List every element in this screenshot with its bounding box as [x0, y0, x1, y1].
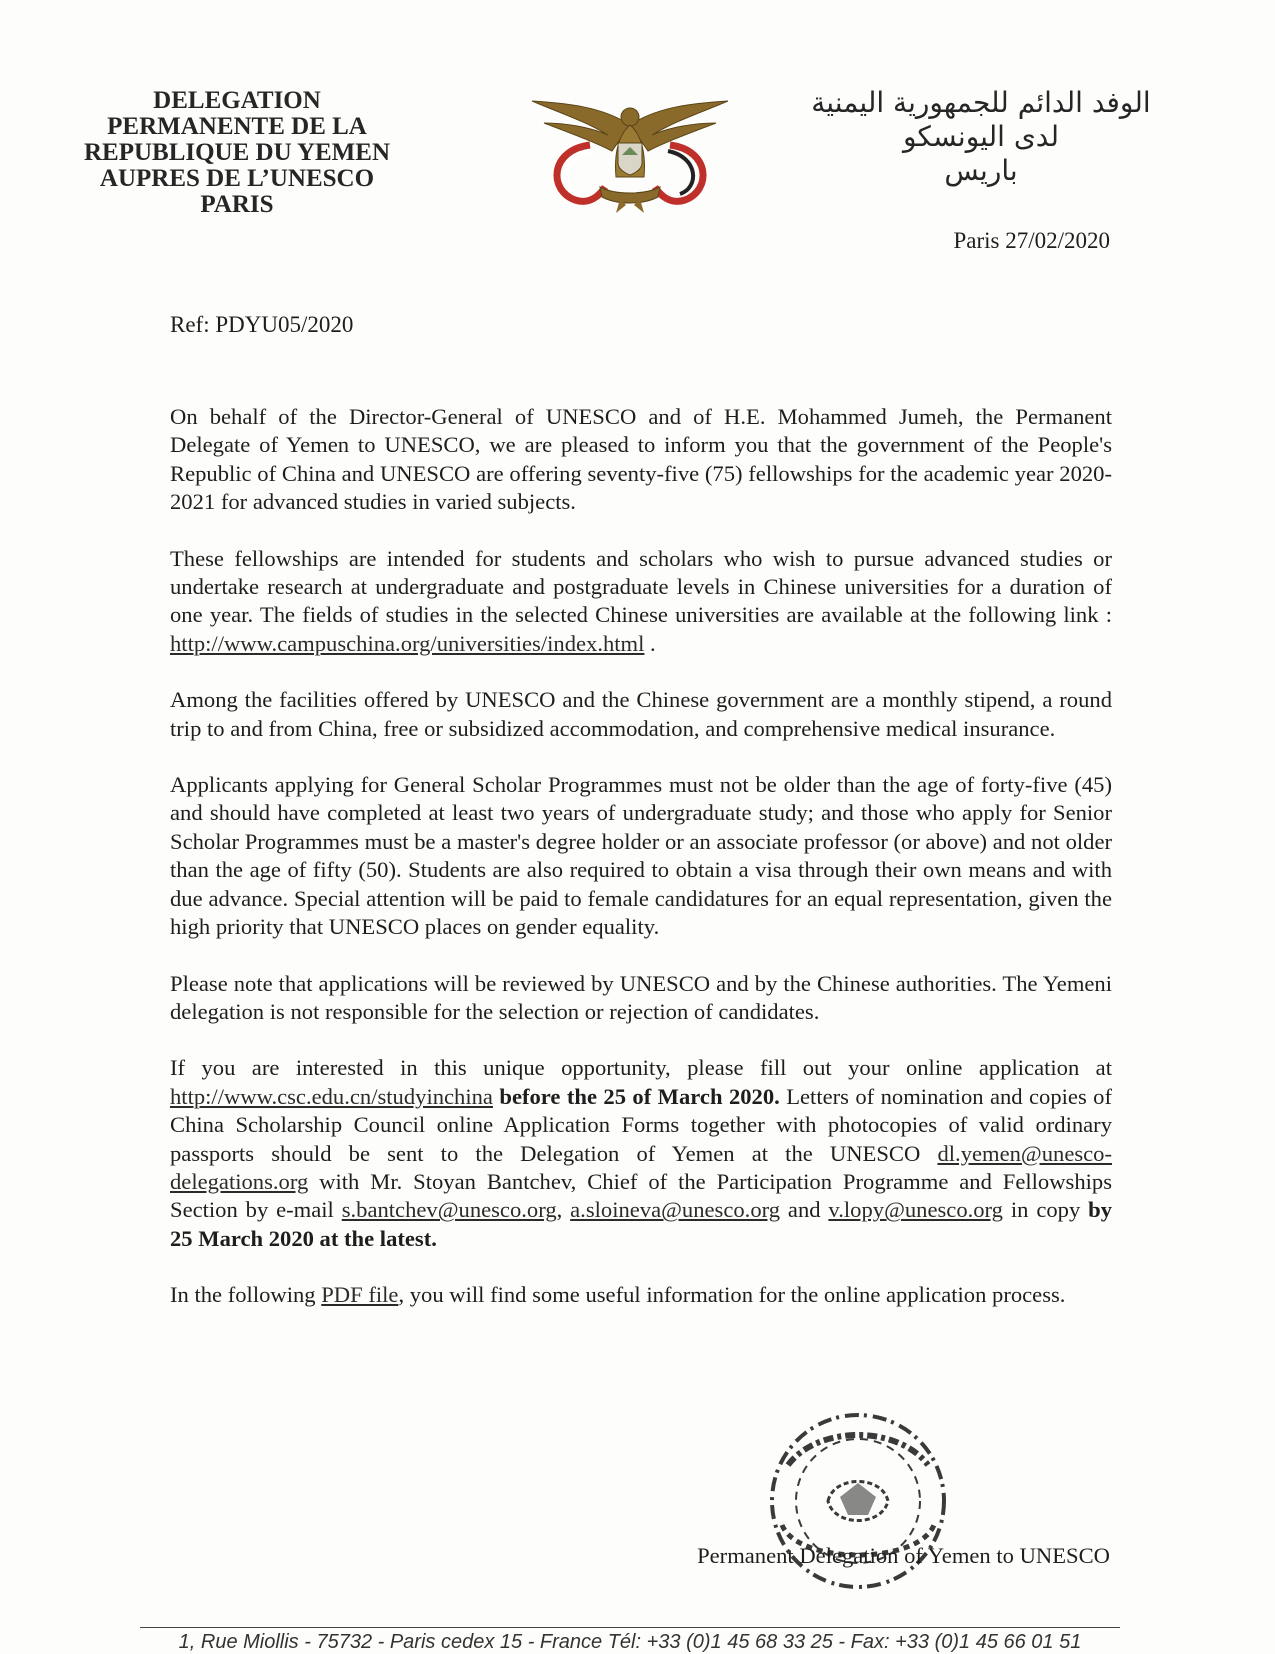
paragraph: Please note that applications will be reviewed by UNESCO and by the Chinese authorities. The Yemeni delegation is not responsible for the selection or rejection of candidates.	[170, 970, 1112, 1024]
delegation-header-french	[62, 88, 412, 218]
header-line: الوفد الدائم للجمهورية اليمنية	[811, 86, 1151, 119]
paragraph-text: in copy	[1002, 1197, 1089, 1223]
delegation-header-arabic	[760, 86, 1202, 188]
paragraph: Among the facilities offered by UNESCO and the Chinese government are a monthly stipend, a round trip to and from China, free or subsidized accommodation, and comprehensive medical insurance.	[170, 687, 1112, 741]
footer-address: 1, Rue Miollis - 75732 - Paris cedex 15 - France Tél: +33 (0)1 45 68 33 25 - Fax: +33 (0)1 45 66 01 51	[178, 1631, 1082, 1653]
paragraph: On behalf of the Director-General of UNESCO and of H.E. Mohammed Jumeh, the Permanent Delegate of Yemen to UNESCO, we are pleased to inform you that the government of the People's Republic of China and UNESCO are offering seventy-five (75) fellowships for the academic year 2020-2021 for advanced studies in varied subjects.	[170, 404, 1112, 515]
header-line: PERMANENTE DE LA	[107, 113, 367, 140]
paragraph	[170, 1281, 1112, 1309]
paragraph: Applicants applying for General Scholar Programmes must not be older than the age of forty-five (45) and should have completed at least two years of undergraduate study; and those who apply for Senior Scholar Programmes must be a master's degree holder or an associate professor (or above) and not older than the age of fifty (50). Students are also required to obtain a visa through their own means and with due advance. Special attention will be paid to female candidatures for an equal representation, given the high priority that UNESCO places on gender equality.	[170, 772, 1112, 940]
paragraph-text: and	[780, 1197, 829, 1223]
deadline-text: by 25 March 2020 at the latest.	[170, 1197, 1112, 1251]
header-line: AUPRES DE L’UNESCO	[99, 165, 375, 192]
paragraph-text: Letters of nomination and copies of China Scholarship Council online Application Forms together with photocopies of valid ordinary passports should be sent to the Delegation of Yemen at the UNESCO	[170, 1083, 1112, 1166]
paragraph-text: ,	[556, 1197, 571, 1223]
paragraph-text: .	[644, 630, 656, 656]
reference-number: Ref: PDYU05/2020	[170, 312, 354, 337]
paragraph-text: If you are interested in this unique opportunity, please fill out your online application at	[170, 1055, 1112, 1081]
header-line: REPUBLIQUE DU YEMEN	[83, 139, 391, 166]
pdf-file-link[interactable]: PDF file	[321, 1282, 399, 1308]
paragraph	[170, 1054, 1112, 1253]
footer-divider	[140, 1627, 1120, 1628]
paragraph	[170, 545, 1112, 659]
yemen-eagle-emblem-icon	[530, 95, 730, 217]
paragraph-text: These fellowships are intended for students and scholars who wish to pursue advanced studies or undertake research at undergraduate and postgraduate levels in Chinese universities for a duration of one year. The fields of studies in the selected Chinese universities are available at the following link :	[170, 545, 1112, 628]
signature-line: Permanent Delegation of Yemen to UNESCO	[697, 1543, 1110, 1568]
bantchev-email-link[interactable]: s.bantchev@unesco.org	[341, 1197, 557, 1223]
paragraph-text: , you will find some useful information for the online application process.	[398, 1282, 1066, 1308]
lopy-email-link[interactable]: v.lopy@unesco.org	[828, 1197, 1003, 1223]
paragraph-text: In the following	[170, 1282, 322, 1308]
letter-date: Paris 27/02/2020	[953, 228, 1110, 253]
sloineva-email-link[interactable]: a.sloineva@unesco.org	[570, 1197, 781, 1223]
paragraph-text: with Mr. Stoyan Bantchev, Chief of the Participation Programme and Fellowships Section by e-mail	[170, 1168, 1112, 1223]
header-line: باريس	[944, 154, 1018, 187]
header-line: لدى اليونسكو	[903, 120, 1059, 153]
csc-link[interactable]: http://www.csc.edu.cn/studyinchina	[170, 1083, 493, 1109]
letter-body	[170, 403, 1112, 1338]
delegation-email-link[interactable]: dl.yemen@unesco-delegations.org	[170, 1140, 1112, 1194]
header-line: DELEGATION	[153, 87, 321, 114]
deadline-text: before the 25 of March 2020.	[492, 1083, 780, 1109]
header-line: PARIS	[200, 191, 274, 218]
campuschina-link[interactable]: http://www.campuschina.org/universities/index.html	[170, 630, 645, 656]
